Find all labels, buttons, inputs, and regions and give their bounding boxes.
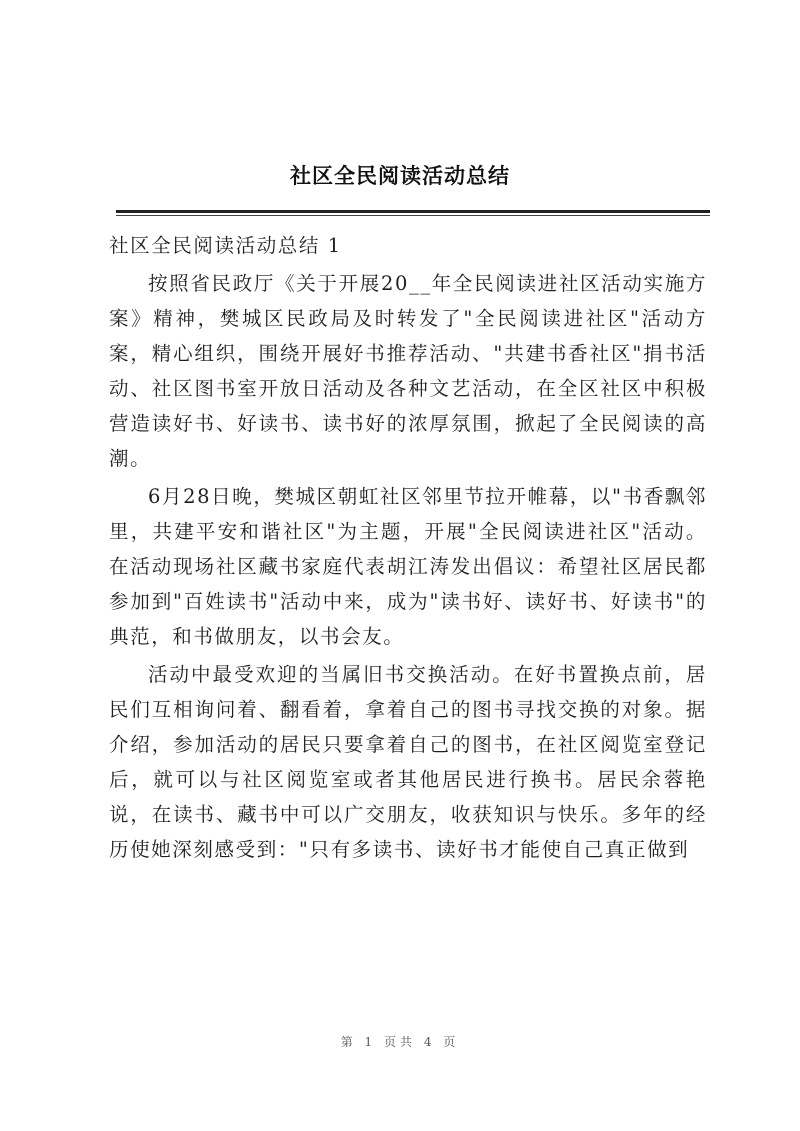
paragraph-1: 按照省民政厅《关于开展20__年全民阅读进社区活动实施方案》精神，樊城区民政局及时转发了"全民阅读进社区"活动方案，精心组织，围绕开展好书推荐活动、"共建书香社区"捐书活动、社区图书室开放日活动及各种文艺活动，在全区社区中积极营造读好书、好读书、读书好的浓厚氛围，掀起了全民阅读的高潮。 — [109, 272, 707, 470]
document-body — [109, 228, 707, 870]
title-rule-thick — [116, 210, 710, 213]
page-footer: 第 1 页共 4 页 — [340, 1035, 460, 1049]
document-title: 社区全民阅读活动总结 — [290, 164, 510, 188]
title-rule-thin — [116, 215, 710, 216]
section-subheading: 社区全民阅读活动总结 1 — [109, 234, 342, 257]
paragraph-2: 6月28日晚，樊城区朝虹社区邻里节拉开帷幕，以"书香飘邻里，共建平安和谐社区"为主题，开展"全民阅读进社区"活动。在活动现场社区藏书家庭代表胡江涛发出倡议：希望社区居民都参加到"百姓读书"活动中来，成为"读书好、读好书、好读书"的典范，和书做朋友，以书会友。 — [109, 485, 707, 648]
paragraph-3: 活动中最受欢迎的当属旧书交换活动。在好书置换点前，居民们互相询问着、翻看着，拿着自己的图书寻找交换的对象。据介绍，参加活动的居民只要拿着自己的图书，在社区阅览室登记后，就可以与社区阅览室或者其他居民进行换书。居民余蓉艳说，在读书、藏书中可以广交朋友，收获知识与快乐。多年的经历使她深刻感受到："只有多读书、读好书才能使自己真正做到 — [109, 663, 707, 861]
